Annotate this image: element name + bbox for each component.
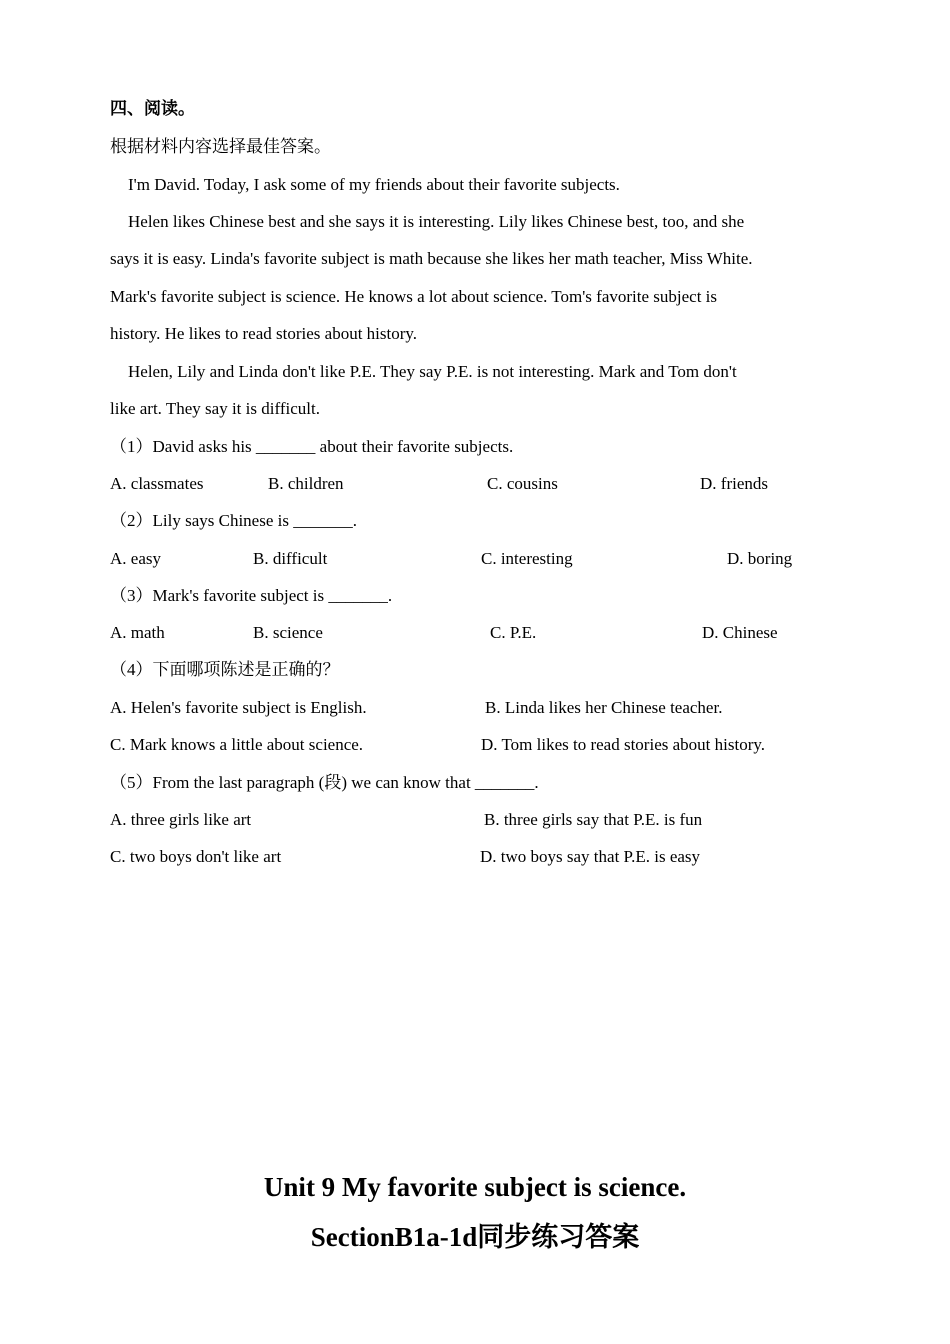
question-3-stem: （3）Mark's favorite subject is _______. — [110, 586, 393, 605]
question-4-stem: （4）下面哪项陈述是正确的？ — [110, 660, 340, 679]
question-3-option-d: D. Chinese — [702, 623, 778, 642]
passage-paragraph-2-line-2: says it is easy. Linda's favorite subject is math because she likes her math teacher, Miss White. — [110, 249, 753, 268]
question-5-stem: （5）From the last paragraph (段) we can know that _______. — [110, 773, 539, 792]
answer-title-line-1: Unit 9 My favorite subject is science. — [263, 1172, 687, 1202]
question-3-option-a: A. math — [110, 623, 165, 642]
question-4-option-c: C. Mark knows a little about science. — [110, 735, 364, 754]
question-3-option-c: C. P.E. — [490, 623, 537, 642]
question-5-option-c: C. two boys don't like art — [110, 847, 282, 866]
question-1-stem: （1）David asks his _______ about their favorite subjects. — [110, 437, 514, 456]
question-1-option-c: C. cousins — [487, 474, 558, 493]
question-4-option-b: B. Linda likes her Chinese teacher. — [485, 698, 723, 717]
question-1-option-a: A. classmates — [110, 474, 204, 493]
question-5-option-a: A. three girls like art — [110, 810, 252, 829]
answer-title-line-2: SectionB1a-1d同步练习答案 — [310, 1222, 640, 1252]
question-2-option-a: A. easy — [110, 549, 161, 568]
passage-paragraph-2-line-3: Mark's favorite subject is science. He knows a lot about science. Tom's favorite subject is — [110, 287, 718, 306]
question-4-option-d: D. Tom likes to read stories about history. — [481, 735, 765, 754]
question-2-option-d: D. boring — [727, 549, 793, 568]
question-5-option-d: D. two boys say that P.E. is easy — [480, 847, 701, 866]
question-1-option-d: D. friends — [700, 474, 768, 493]
question-3-option-b: B. science — [253, 623, 323, 642]
passage-paragraph-3-line-1: Helen, Lily and Linda don't like P.E. They say P.E. is not interesting. Mark and Tom don't — [128, 362, 737, 381]
question-2-option-c: C. interesting — [481, 549, 573, 568]
passage-paragraph-1: I'm David. Today, I ask some of my friends about their favorite subjects. — [128, 175, 620, 194]
passage-paragraph-2-line-1: Helen likes Chinese best and she says it is interesting. Lily likes Chinese best, too, and she — [128, 212, 745, 231]
question-2-option-b: B. difficult — [253, 549, 328, 568]
question-1-option-b: B. children — [268, 474, 344, 493]
question-5-option-b: B. three girls say that P.E. is fun — [484, 810, 703, 829]
passage-paragraph-2-line-4: history. He likes to read stories about history. — [110, 324, 418, 343]
question-4-option-a: A. Helen's favorite subject is English. — [110, 698, 367, 717]
section-heading: 四、阅读。 — [110, 99, 195, 118]
passage-paragraph-3-line-2: like art. They say it is difficult. — [110, 399, 320, 418]
question-2-stem: （2）Lily says Chinese is _______. — [110, 511, 357, 530]
section-instruction: 根据材料内容选择最佳答案。 — [110, 137, 331, 156]
